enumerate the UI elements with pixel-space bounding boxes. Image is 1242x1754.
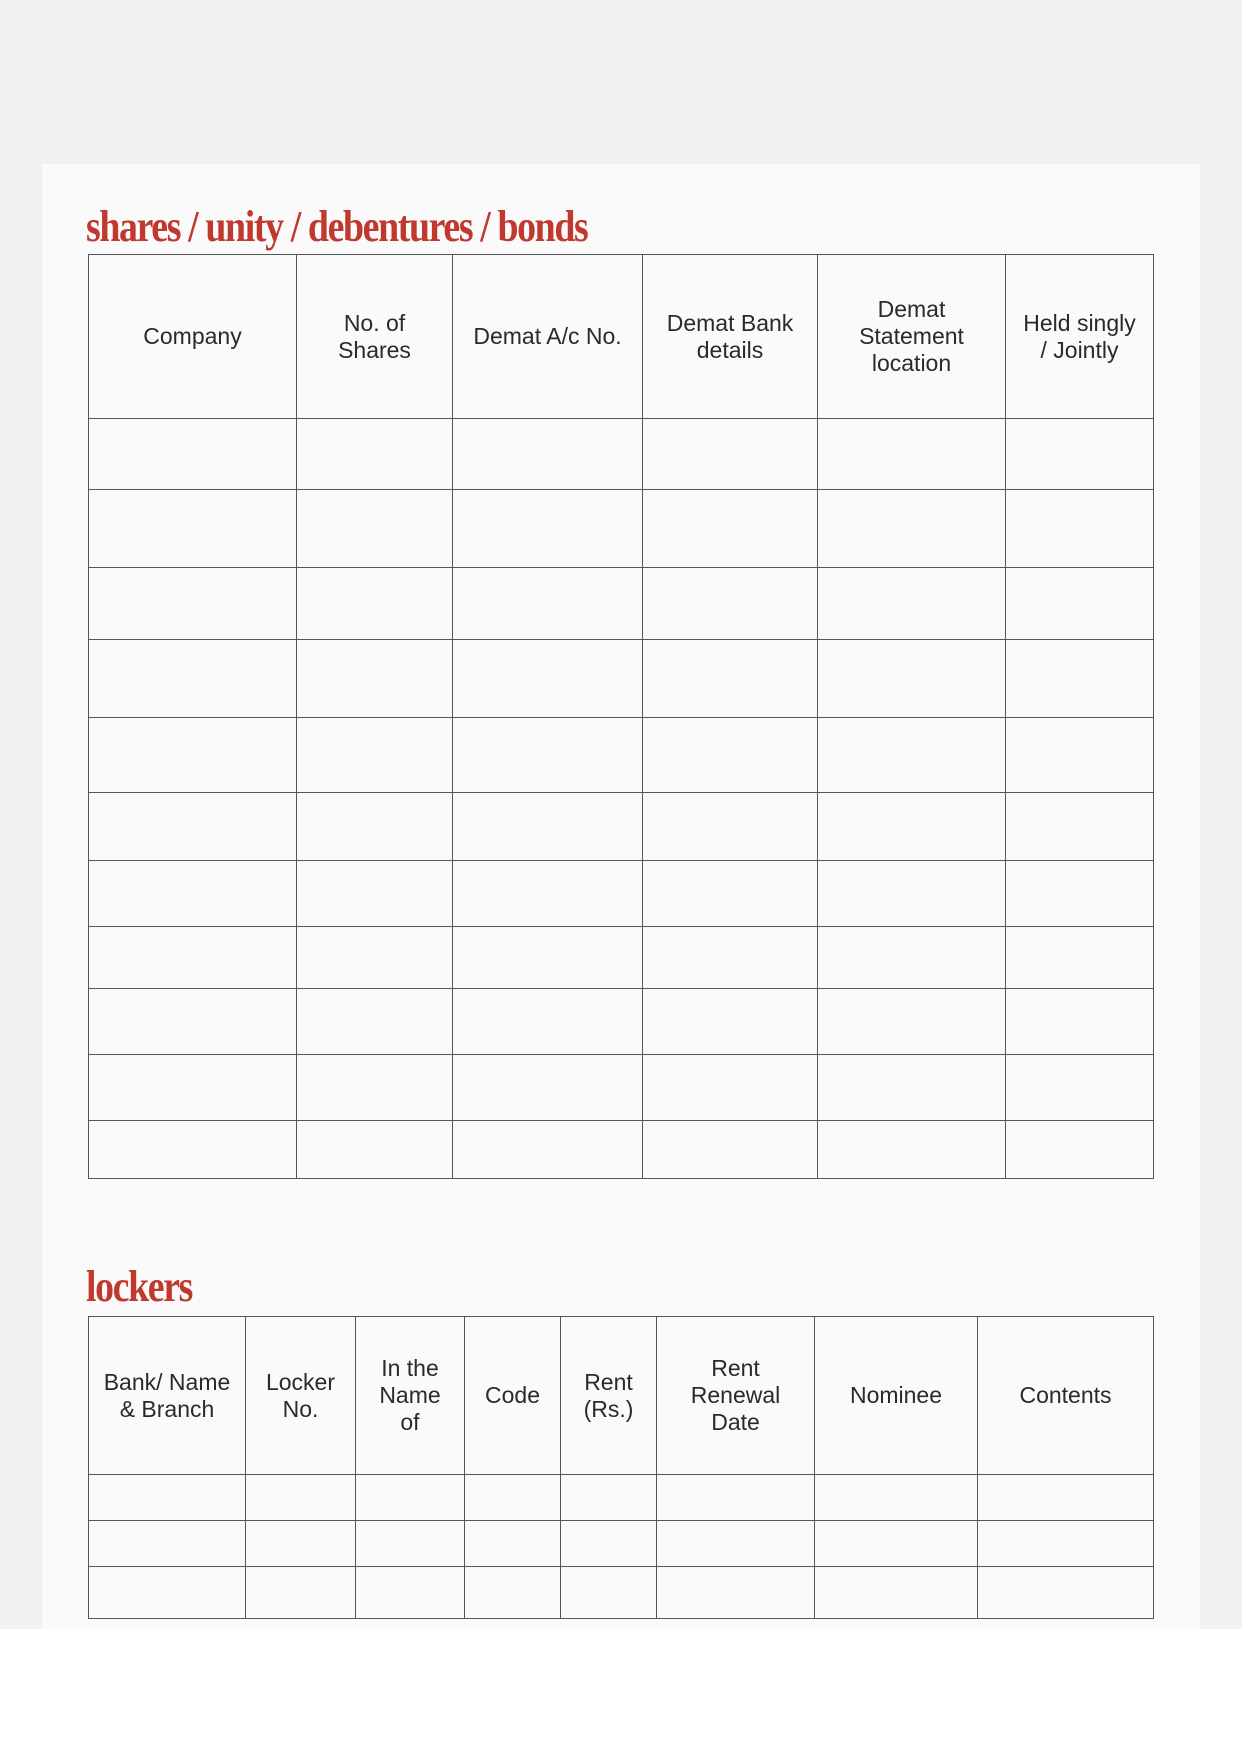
shares-cell[interactable]: [453, 1121, 643, 1179]
shares-cell[interactable]: [643, 793, 818, 861]
shares-row: [89, 1055, 1154, 1121]
shares-cell[interactable]: [297, 718, 453, 793]
shares-cell[interactable]: [1006, 568, 1154, 640]
shares-cell[interactable]: [1006, 989, 1154, 1055]
header-locker-no: Locker No.: [246, 1317, 356, 1475]
shares-cell[interactable]: [1006, 1055, 1154, 1121]
shares-cell[interactable]: [818, 1055, 1006, 1121]
shares-cell[interactable]: [818, 989, 1006, 1055]
lockers-row: [89, 1475, 1154, 1521]
shares-cell[interactable]: [818, 568, 1006, 640]
lockers-cell[interactable]: [465, 1567, 561, 1619]
shares-row: [89, 861, 1154, 927]
shares-cell[interactable]: [1006, 861, 1154, 927]
shares-cell[interactable]: [818, 718, 1006, 793]
shares-cell[interactable]: [89, 490, 297, 568]
shares-cell[interactable]: [297, 927, 453, 989]
shares-row: [89, 568, 1154, 640]
shares-cell[interactable]: [89, 419, 297, 490]
lockers-cell[interactable]: [356, 1567, 465, 1619]
lockers-cell[interactable]: [246, 1567, 356, 1619]
lockers-cell[interactable]: [815, 1521, 978, 1567]
shares-cell[interactable]: [643, 640, 818, 718]
shares-cell[interactable]: [643, 1055, 818, 1121]
lockers-cell[interactable]: [561, 1567, 657, 1619]
shares-cell[interactable]: [89, 568, 297, 640]
shares-cell[interactable]: [643, 989, 818, 1055]
lockers-cell[interactable]: [978, 1475, 1154, 1521]
shares-cell[interactable]: [453, 989, 643, 1055]
shares-cell[interactable]: [89, 793, 297, 861]
shares-cell[interactable]: [453, 718, 643, 793]
shares-cell[interactable]: [643, 490, 818, 568]
lockers-cell[interactable]: [89, 1567, 246, 1619]
shares-cell[interactable]: [818, 793, 1006, 861]
shares-table: [88, 254, 1154, 1179]
lockers-cell[interactable]: [465, 1521, 561, 1567]
header-contents: Contents: [978, 1317, 1154, 1475]
shares-cell[interactable]: [1006, 927, 1154, 989]
lockers-cell[interactable]: [356, 1475, 465, 1521]
header-in-the-name-of: In the Name of: [356, 1317, 465, 1475]
lockers-cell[interactable]: [815, 1475, 978, 1521]
shares-row: [89, 989, 1154, 1055]
shares-cell[interactable]: [89, 1121, 297, 1179]
shares-cell[interactable]: [297, 1121, 453, 1179]
shares-header-row: [89, 255, 1154, 419]
lockers-cell[interactable]: [657, 1567, 815, 1619]
header-demat-ac-no: Demat A/c No.: [453, 255, 643, 419]
shares-row: [89, 927, 1154, 989]
shares-cell[interactable]: [1006, 793, 1154, 861]
shares-cell[interactable]: [89, 927, 297, 989]
shares-cell[interactable]: [643, 419, 818, 490]
shares-row: [89, 640, 1154, 718]
shares-cell[interactable]: [1006, 419, 1154, 490]
shares-cell[interactable]: [818, 1121, 1006, 1179]
lockers-cell[interactable]: [246, 1521, 356, 1567]
lockers-cell[interactable]: [465, 1475, 561, 1521]
lockers-cell[interactable]: [657, 1521, 815, 1567]
shares-cell[interactable]: [643, 927, 818, 989]
lockers-row: [89, 1521, 1154, 1567]
lockers-row: [89, 1567, 1154, 1619]
shares-cell[interactable]: [453, 793, 643, 861]
lockers-table: [88, 1316, 1154, 1619]
shares-cell[interactable]: [297, 419, 453, 490]
header-demat-bank-details: Demat Bank details: [643, 255, 818, 419]
header-bank-name-branch: Bank/ Name & Branch: [89, 1317, 246, 1475]
shares-cell[interactable]: [643, 1121, 818, 1179]
shares-cell[interactable]: [818, 927, 1006, 989]
shares-cell[interactable]: [89, 989, 297, 1055]
shares-cell[interactable]: [453, 568, 643, 640]
page-bottom-margin: [0, 1629, 1242, 1754]
header-no-of-shares: No. of Shares: [297, 255, 453, 419]
shares-cell[interactable]: [89, 1055, 297, 1121]
header-demat-statement-location: Demat Statement location: [818, 255, 1006, 419]
shares-cell[interactable]: [453, 927, 643, 989]
lockers-section-title: lockers: [86, 1262, 192, 1311]
shares-cell[interactable]: [643, 568, 818, 640]
lockers-cell[interactable]: [561, 1475, 657, 1521]
shares-cell[interactable]: [453, 640, 643, 718]
lockers-cell[interactable]: [89, 1521, 246, 1567]
shares-cell[interactable]: [1006, 640, 1154, 718]
lockers-cell[interactable]: [978, 1521, 1154, 1567]
shares-cell[interactable]: [1006, 490, 1154, 568]
lockers-cell[interactable]: [356, 1521, 465, 1567]
lockers-cell[interactable]: [815, 1567, 978, 1619]
shares-row: [89, 419, 1154, 490]
shares-cell[interactable]: [643, 861, 818, 927]
lockers-cell[interactable]: [561, 1521, 657, 1567]
shares-cell[interactable]: [89, 718, 297, 793]
lockers-table-body: [89, 1475, 1154, 1619]
shares-cell[interactable]: [89, 640, 297, 718]
lockers-cell[interactable]: [89, 1475, 246, 1521]
shares-section-title: shares / unity / debentures / bonds: [86, 202, 588, 251]
shares-cell[interactable]: [297, 490, 453, 568]
header-held-singly-jointly: Held singly / Jointly: [1006, 255, 1154, 419]
shares-row: [89, 718, 1154, 793]
header-code: Code: [465, 1317, 561, 1475]
shares-cell[interactable]: [643, 718, 818, 793]
header-rent: Rent (Rs.): [561, 1317, 657, 1475]
shares-cell[interactable]: [89, 861, 297, 927]
shares-cell[interactable]: [818, 861, 1006, 927]
shares-cell[interactable]: [453, 490, 643, 568]
header-nominee: Nominee: [815, 1317, 978, 1475]
shares-cell[interactable]: [297, 793, 453, 861]
shares-cell[interactable]: [297, 568, 453, 640]
shares-cell[interactable]: [297, 640, 453, 718]
shares-cell[interactable]: [818, 419, 1006, 490]
shares-table-body: [89, 419, 1154, 1179]
lockers-header-row: [89, 1317, 1154, 1475]
lockers-cell[interactable]: [978, 1567, 1154, 1619]
header-rent-renewal-date: Rent Renewal Date: [657, 1317, 815, 1475]
shares-cell[interactable]: [297, 1055, 453, 1121]
shares-row: [89, 490, 1154, 568]
shares-row: [89, 1121, 1154, 1179]
header-company: Company: [89, 255, 297, 419]
shares-cell[interactable]: [453, 419, 643, 490]
shares-cell[interactable]: [453, 861, 643, 927]
shares-cell[interactable]: [1006, 1121, 1154, 1179]
shares-cell[interactable]: [297, 989, 453, 1055]
shares-cell[interactable]: [1006, 718, 1154, 793]
shares-row: [89, 793, 1154, 861]
lockers-cell[interactable]: [657, 1475, 815, 1521]
lockers-cell[interactable]: [246, 1475, 356, 1521]
shares-cell[interactable]: [453, 1055, 643, 1121]
shares-cell[interactable]: [297, 861, 453, 927]
shares-cell[interactable]: [818, 640, 1006, 718]
shares-cell[interactable]: [818, 490, 1006, 568]
